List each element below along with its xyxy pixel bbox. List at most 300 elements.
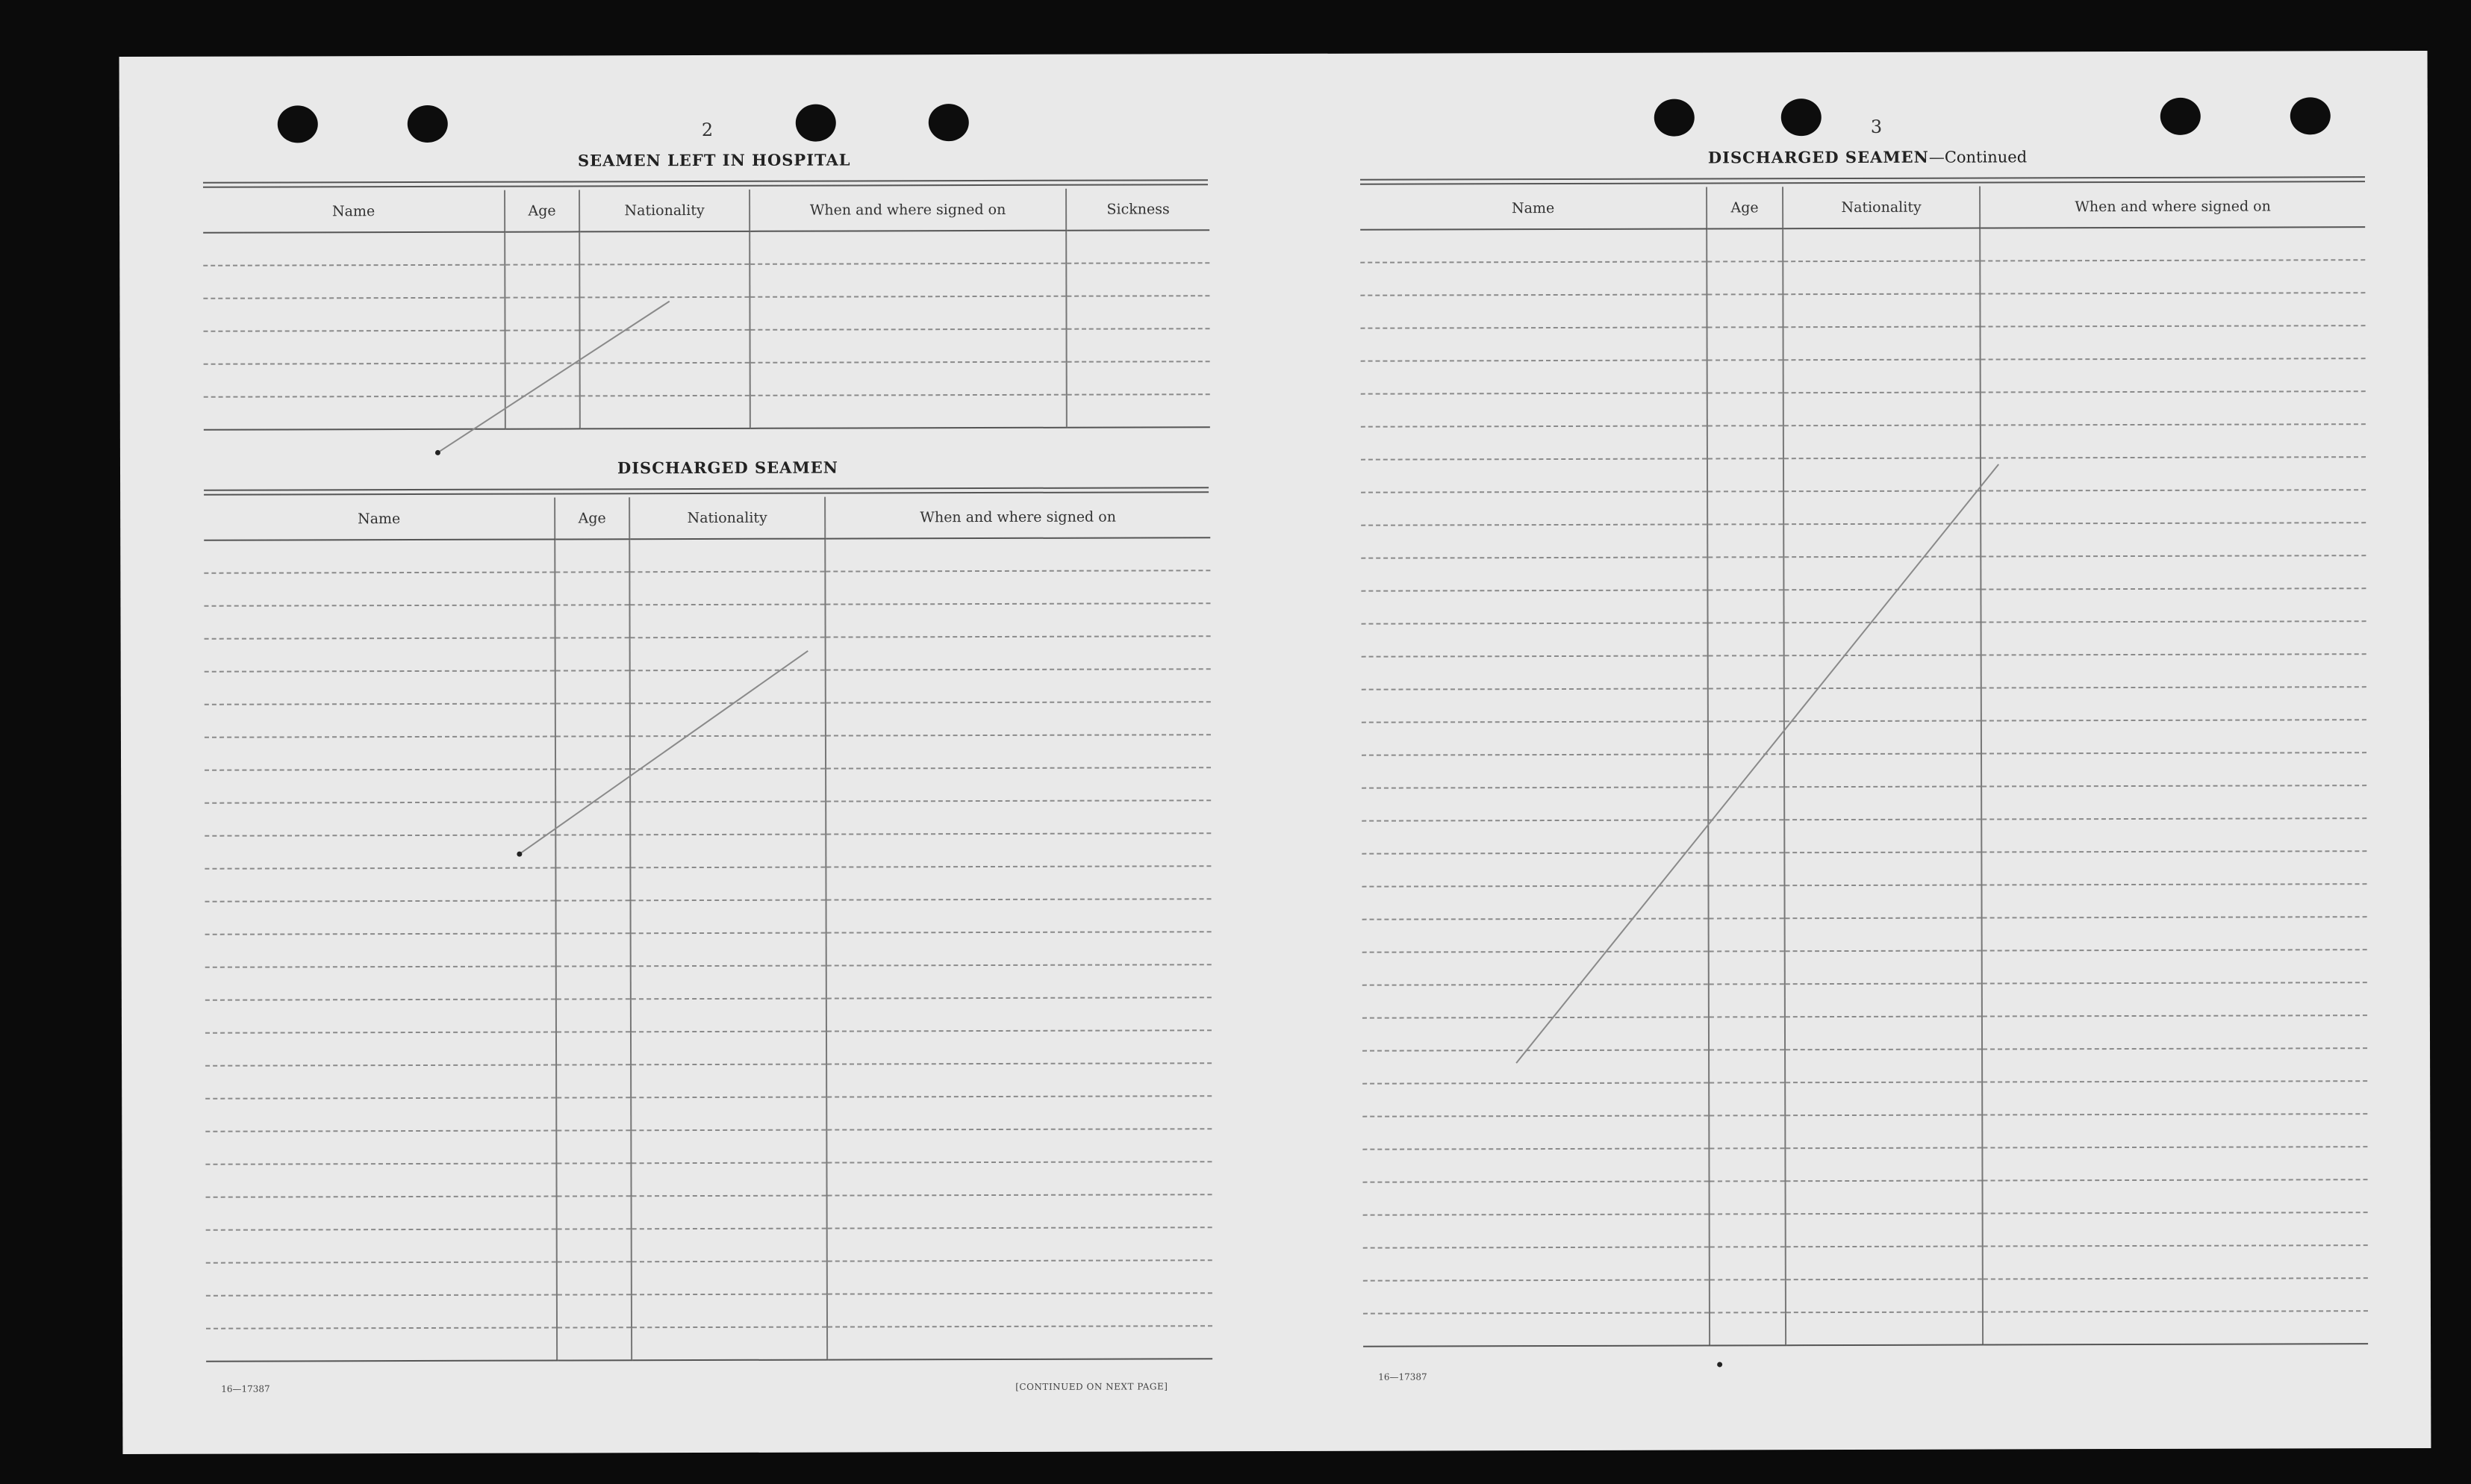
age-cell[interactable] xyxy=(1708,623,1784,655)
sickness-cell[interactable] xyxy=(1067,328,1210,362)
age-cell[interactable] xyxy=(556,933,631,966)
discharged-top-rule xyxy=(204,487,1209,496)
signed-on-cell[interactable] xyxy=(826,702,1211,735)
name-cell[interactable] xyxy=(1362,820,1708,853)
name-cell[interactable] xyxy=(206,1229,557,1263)
nationality-cell[interactable] xyxy=(630,637,826,671)
nationality-cell[interactable] xyxy=(631,1032,826,1065)
nationality-cell[interactable] xyxy=(580,363,750,396)
signed-on-cell[interactable] xyxy=(1982,1015,2367,1049)
signed-on-cell[interactable] xyxy=(826,899,1212,932)
table-row xyxy=(204,394,1210,430)
table-row xyxy=(205,1162,1212,1197)
age-cell[interactable] xyxy=(556,1097,631,1130)
name-cell[interactable] xyxy=(205,770,555,803)
sickness-cell[interactable] xyxy=(1066,263,1209,296)
nationality-cell[interactable] xyxy=(629,605,825,638)
name-cell[interactable] xyxy=(204,605,555,639)
age-cell[interactable] xyxy=(557,1327,632,1360)
nationality-cell[interactable] xyxy=(1784,655,1981,689)
signed-on-cell[interactable] xyxy=(1982,917,2367,950)
signed-on-cell[interactable] xyxy=(1982,950,2367,983)
nationality-cell[interactable] xyxy=(1786,1181,1983,1215)
name-cell[interactable] xyxy=(205,835,555,869)
age-cell[interactable] xyxy=(555,703,630,736)
signed-on-cell[interactable] xyxy=(1981,654,2366,688)
signed-on-cell[interactable] xyxy=(1982,1081,2367,1114)
signed-on-cell[interactable] xyxy=(1981,588,2366,622)
signed-on-cell[interactable] xyxy=(1981,621,2366,655)
signed-on-cell[interactable] xyxy=(1981,720,2366,753)
age-cell[interactable] xyxy=(505,231,579,264)
nationality-cell[interactable] xyxy=(631,933,826,967)
age-cell[interactable] xyxy=(555,736,630,769)
nationality-cell[interactable] xyxy=(1784,787,1981,820)
age-cell[interactable] xyxy=(1708,754,1784,787)
name-cell[interactable] xyxy=(204,364,505,397)
age-cell[interactable] xyxy=(505,330,580,363)
age-cell[interactable] xyxy=(557,1294,632,1327)
name-cell[interactable] xyxy=(203,232,505,266)
signed-on-cell[interactable] xyxy=(826,767,1211,801)
table-row xyxy=(205,1129,1212,1165)
name-cell[interactable] xyxy=(1363,1214,1710,1247)
nationality-cell[interactable] xyxy=(1784,820,1981,853)
signed-on-cell[interactable] xyxy=(750,362,1067,396)
nationality-cell[interactable] xyxy=(1786,1214,1983,1247)
sickness-cell[interactable] xyxy=(1066,230,1209,264)
nationality-cell[interactable] xyxy=(1783,393,1981,426)
age-cell[interactable] xyxy=(556,1130,631,1163)
name-cell[interactable] xyxy=(1362,721,1708,755)
age-cell[interactable] xyxy=(1708,655,1784,688)
name-cell[interactable] xyxy=(1361,425,1707,459)
table-row xyxy=(205,1063,1212,1099)
name-cell[interactable] xyxy=(1363,1247,1710,1280)
nationality-cell[interactable] xyxy=(1785,918,1982,952)
signed-on-cell[interactable] xyxy=(826,964,1212,998)
nationality-cell[interactable] xyxy=(630,769,826,802)
nationality-cell[interactable] xyxy=(1785,1115,1982,1149)
table-row xyxy=(1360,293,2365,328)
name-cell[interactable] xyxy=(1362,1082,1709,1116)
signed-on-cell[interactable] xyxy=(1983,1245,2368,1279)
name-cell[interactable] xyxy=(205,638,555,672)
age-cell[interactable] xyxy=(555,539,629,572)
punch-hole xyxy=(278,105,318,143)
age-cell[interactable] xyxy=(1707,557,1783,590)
table-row xyxy=(204,537,1210,573)
nationality-cell[interactable] xyxy=(630,835,826,868)
name-cell[interactable] xyxy=(1361,327,1707,361)
name-cell[interactable] xyxy=(206,1328,557,1362)
signed-on-cell[interactable] xyxy=(826,636,1211,670)
name-cell[interactable] xyxy=(1362,754,1708,788)
nationality-cell[interactable] xyxy=(1786,1279,1983,1313)
signed-on-cell[interactable] xyxy=(1981,555,2366,589)
signed-on-cell[interactable] xyxy=(1981,785,2366,819)
name-cell[interactable] xyxy=(205,737,555,770)
signed-on-cell[interactable] xyxy=(1981,490,2366,523)
column-header-age: Age xyxy=(505,190,579,231)
sickness-cell[interactable] xyxy=(1067,361,1210,395)
age-cell[interactable] xyxy=(1708,787,1784,820)
age-cell[interactable] xyxy=(557,1196,632,1229)
nationality-cell[interactable] xyxy=(1785,984,1982,1017)
nationality-cell[interactable] xyxy=(1783,458,1981,492)
name-cell[interactable] xyxy=(205,671,555,705)
signed-on-cell[interactable] xyxy=(1982,1048,2367,1082)
table-row xyxy=(1360,227,2365,263)
signed-on-cell[interactable] xyxy=(750,264,1066,297)
signed-on-cell[interactable] xyxy=(826,1030,1212,1064)
name-cell[interactable] xyxy=(206,1197,557,1230)
name-cell[interactable] xyxy=(1362,951,1709,985)
signed-on-cell[interactable] xyxy=(1983,1278,2368,1312)
nationality-cell[interactable] xyxy=(1784,623,1981,656)
age-cell[interactable] xyxy=(1709,984,1785,1017)
name-cell[interactable] xyxy=(204,573,555,606)
name-cell[interactable] xyxy=(1361,393,1707,426)
name-cell[interactable] xyxy=(205,1164,556,1197)
name-cell[interactable] xyxy=(1362,984,1709,1017)
signed-on-cell[interactable] xyxy=(1982,982,2367,1016)
age-cell[interactable] xyxy=(555,835,630,867)
name-cell[interactable] xyxy=(1362,1050,1709,1083)
name-cell[interactable] xyxy=(1362,1115,1709,1149)
table-row xyxy=(1362,1015,2367,1051)
nationality-cell[interactable] xyxy=(631,966,826,1000)
nationality-cell[interactable] xyxy=(1786,1247,1983,1280)
signed-on-cell[interactable] xyxy=(1981,424,2366,458)
age-cell[interactable] xyxy=(1707,294,1783,327)
signed-on-cell[interactable] xyxy=(1982,1147,2367,1180)
name-cell[interactable] xyxy=(1361,491,1707,525)
signed-on-cell[interactable] xyxy=(827,1260,1212,1294)
signed-on-cell[interactable] xyxy=(826,997,1212,1031)
name-cell[interactable] xyxy=(205,934,556,967)
nationality-cell[interactable] xyxy=(1783,294,1980,328)
age-cell[interactable] xyxy=(1709,1148,1785,1181)
nationality-cell[interactable] xyxy=(1785,1082,1982,1116)
name-cell[interactable] xyxy=(206,1262,557,1296)
nationality-cell[interactable] xyxy=(632,1262,827,1295)
nationality-cell[interactable] xyxy=(1783,425,1981,459)
name-cell[interactable] xyxy=(205,802,555,836)
nationality-cell[interactable] xyxy=(1784,721,1981,755)
nationality-cell[interactable] xyxy=(631,900,826,934)
table-row xyxy=(1362,1147,2367,1182)
table-row xyxy=(204,570,1210,606)
age-cell[interactable] xyxy=(1709,951,1785,984)
nationality-cell[interactable] xyxy=(579,264,750,298)
name-cell[interactable] xyxy=(203,265,505,299)
signed-on-cell[interactable] xyxy=(825,537,1210,571)
age-cell[interactable] xyxy=(1710,1312,1786,1345)
table-row xyxy=(203,230,1209,266)
nationality-cell[interactable] xyxy=(631,999,826,1032)
age-cell[interactable] xyxy=(555,637,630,670)
nationality-cell[interactable] xyxy=(632,1229,827,1262)
age-cell[interactable] xyxy=(1707,261,1783,294)
nationality-cell[interactable] xyxy=(631,1130,826,1164)
name-cell[interactable] xyxy=(205,868,555,902)
page-number-left: 2 xyxy=(701,119,714,141)
age-cell[interactable] xyxy=(555,572,629,605)
age-cell[interactable] xyxy=(1707,327,1783,360)
column-header-name: Name xyxy=(203,190,505,233)
name-cell[interactable] xyxy=(1362,623,1708,656)
table-row xyxy=(205,833,1211,869)
nationality-cell[interactable] xyxy=(631,1097,826,1131)
nationality-cell[interactable] xyxy=(630,670,826,704)
column-header-signed-on: When and where signed on xyxy=(825,496,1210,538)
age-cell[interactable] xyxy=(556,1163,631,1196)
table-row xyxy=(205,767,1211,803)
signed-on-cell[interactable] xyxy=(1983,1212,2368,1246)
age-cell[interactable] xyxy=(1708,688,1784,721)
signed-on-cell[interactable] xyxy=(826,735,1211,768)
signed-on-cell[interactable] xyxy=(826,1129,1212,1162)
signed-on-cell[interactable] xyxy=(1981,884,2366,917)
name-cell[interactable] xyxy=(1363,1279,1710,1313)
signed-on-cell[interactable] xyxy=(827,1293,1212,1326)
age-cell[interactable] xyxy=(555,769,630,802)
age-cell[interactable] xyxy=(505,363,580,396)
nationality-cell[interactable] xyxy=(580,330,750,364)
signed-on-cell[interactable] xyxy=(1981,752,2366,786)
hospital-table xyxy=(203,188,1210,431)
nationality-cell[interactable] xyxy=(1783,261,1980,295)
sickness-cell[interactable] xyxy=(1066,296,1209,329)
continued-note: [CONTINUED ON NEXT PAGE] xyxy=(1015,1381,1168,1392)
age-cell[interactable] xyxy=(1707,458,1783,491)
age-cell[interactable] xyxy=(1707,228,1783,261)
signed-on-cell[interactable] xyxy=(826,800,1211,834)
age-cell[interactable] xyxy=(1709,1017,1785,1050)
name-cell[interactable] xyxy=(205,1065,556,1099)
nationality-cell[interactable] xyxy=(631,1064,826,1098)
name-cell[interactable] xyxy=(205,1000,556,1033)
age-cell[interactable] xyxy=(505,264,579,297)
nationality-cell[interactable] xyxy=(1785,1148,1982,1182)
nationality-cell[interactable] xyxy=(1786,1312,1983,1346)
nationality-cell[interactable] xyxy=(1783,228,1980,262)
discharged-table-left xyxy=(204,496,1212,1362)
signed-on-cell[interactable] xyxy=(826,833,1211,867)
age-cell[interactable] xyxy=(1710,1181,1786,1214)
signed-on-cell[interactable] xyxy=(827,1227,1212,1261)
nationality-cell[interactable] xyxy=(1783,360,1981,393)
nationality-cell[interactable] xyxy=(631,1163,826,1197)
signed-on-cell[interactable] xyxy=(1981,391,2366,425)
signed-on-cell[interactable] xyxy=(826,932,1212,965)
nationality-cell[interactable] xyxy=(1784,852,1981,886)
signed-on-cell[interactable] xyxy=(1981,523,2366,556)
column-header-nationality: Nationality xyxy=(1783,187,1980,229)
age-cell[interactable] xyxy=(1707,590,1783,623)
nationality-cell[interactable] xyxy=(1783,557,1981,590)
signed-on-cell[interactable] xyxy=(826,669,1211,702)
name-cell[interactable] xyxy=(1361,524,1707,558)
nationality-cell[interactable] xyxy=(630,736,826,770)
nationality-cell[interactable] xyxy=(629,539,825,573)
name-cell[interactable] xyxy=(203,298,505,331)
pencil-dot xyxy=(435,450,440,455)
name-cell[interactable] xyxy=(1362,852,1708,886)
punch-hole xyxy=(2160,98,2201,135)
signed-on-cell[interactable] xyxy=(1980,227,2365,261)
name-cell[interactable] xyxy=(205,1131,556,1165)
nationality-cell[interactable] xyxy=(630,802,826,835)
age-cell[interactable] xyxy=(556,1032,631,1064)
nationality-cell[interactable] xyxy=(1783,491,1981,525)
age-cell[interactable] xyxy=(557,1262,632,1294)
table-row xyxy=(1363,1245,2368,1281)
nationality-cell[interactable] xyxy=(1784,885,1981,919)
name-cell[interactable] xyxy=(205,901,556,935)
signed-on-cell[interactable] xyxy=(1980,293,2365,326)
nationality-cell[interactable] xyxy=(632,1196,827,1229)
signed-on-cell[interactable] xyxy=(826,1162,1212,1195)
table-row xyxy=(1361,325,2366,361)
signed-on-cell[interactable] xyxy=(827,1326,1212,1359)
name-cell[interactable] xyxy=(1361,590,1707,623)
age-cell[interactable] xyxy=(1710,1214,1786,1247)
nationality-cell[interactable] xyxy=(1785,1017,1982,1050)
sickness-cell[interactable] xyxy=(1067,394,1210,428)
name-cell[interactable] xyxy=(1361,360,1707,393)
age-cell[interactable] xyxy=(555,802,630,835)
age-cell[interactable] xyxy=(1708,820,1784,852)
age-cell[interactable] xyxy=(1709,1082,1785,1115)
signed-on-cell[interactable] xyxy=(750,296,1066,330)
table-row xyxy=(1361,555,2366,591)
signed-on-cell[interactable] xyxy=(1981,325,2366,359)
signed-on-cell[interactable] xyxy=(1983,1311,2368,1344)
name-cell[interactable] xyxy=(1363,1181,1710,1215)
age-cell[interactable] xyxy=(1707,393,1783,425)
age-cell[interactable] xyxy=(1707,360,1783,393)
nationality-cell[interactable] xyxy=(580,396,750,429)
name-cell[interactable] xyxy=(204,331,505,364)
signed-on-cell[interactable] xyxy=(1981,358,2366,392)
signed-on-cell[interactable] xyxy=(1981,687,2366,720)
age-cell[interactable] xyxy=(555,867,630,900)
table-row xyxy=(205,964,1212,1000)
name-cell[interactable] xyxy=(205,967,556,1000)
name-cell[interactable] xyxy=(204,396,505,430)
age-cell[interactable] xyxy=(556,999,631,1032)
signed-on-cell[interactable] xyxy=(827,1194,1212,1228)
signed-on-cell[interactable] xyxy=(750,329,1067,363)
signed-on-cell[interactable] xyxy=(1980,260,2365,293)
signed-on-cell[interactable] xyxy=(825,570,1210,604)
nationality-cell[interactable] xyxy=(1784,754,1981,788)
age-cell[interactable] xyxy=(505,297,579,330)
nationality-cell[interactable] xyxy=(1783,327,1981,361)
column-header-age: Age xyxy=(555,497,629,539)
age-cell[interactable] xyxy=(1709,918,1785,951)
name-cell[interactable] xyxy=(1362,688,1708,722)
nationality-cell[interactable] xyxy=(579,297,750,331)
name-cell[interactable] xyxy=(1362,1017,1709,1050)
signed-on-cell[interactable] xyxy=(750,231,1066,264)
signed-on-cell[interactable] xyxy=(826,1096,1212,1129)
name-cell[interactable] xyxy=(1362,787,1708,820)
name-cell[interactable] xyxy=(1361,557,1707,590)
name-cell[interactable] xyxy=(205,1032,556,1066)
signed-on-cell[interactable] xyxy=(1981,851,2366,885)
age-cell[interactable] xyxy=(1710,1247,1786,1279)
table-row xyxy=(1362,1081,2367,1117)
age-cell[interactable] xyxy=(1708,885,1784,918)
nationality-cell[interactable] xyxy=(629,572,825,605)
table-row xyxy=(1361,490,2366,526)
signed-on-cell[interactable] xyxy=(1981,818,2366,852)
signed-on-cell[interactable] xyxy=(825,603,1210,637)
name-cell[interactable] xyxy=(1360,261,1707,295)
name-cell[interactable] xyxy=(1362,918,1709,952)
nationality-cell[interactable] xyxy=(579,231,750,265)
age-cell[interactable] xyxy=(1710,1279,1786,1312)
age-cell[interactable] xyxy=(556,1064,631,1097)
age-cell[interactable] xyxy=(1708,721,1784,754)
signed-on-cell[interactable] xyxy=(1981,457,2366,490)
age-cell[interactable] xyxy=(556,966,631,999)
table-row xyxy=(1361,523,2366,558)
age-cell[interactable] xyxy=(1708,852,1784,885)
age-cell[interactable] xyxy=(1709,1050,1785,1082)
nationality-cell[interactable] xyxy=(1785,951,1982,985)
punch-hole xyxy=(2290,97,2331,134)
name-cell[interactable] xyxy=(1362,885,1708,919)
name-cell[interactable] xyxy=(1360,294,1707,328)
signed-on-cell[interactable] xyxy=(1982,1114,2367,1147)
nationality-cell[interactable] xyxy=(632,1327,827,1361)
table-row xyxy=(205,735,1211,770)
signed-on-cell[interactable] xyxy=(826,866,1211,900)
signed-on-cell[interactable] xyxy=(750,395,1067,428)
age-cell[interactable] xyxy=(557,1229,632,1262)
nationality-cell[interactable] xyxy=(630,867,826,901)
nationality-cell[interactable] xyxy=(632,1294,827,1328)
age-cell[interactable] xyxy=(1707,425,1783,458)
age-cell[interactable] xyxy=(1709,1115,1785,1148)
age-cell[interactable] xyxy=(555,605,629,637)
age-cell[interactable] xyxy=(556,900,631,933)
age-cell[interactable] xyxy=(555,670,630,703)
name-cell[interactable] xyxy=(1362,1148,1709,1182)
name-cell[interactable] xyxy=(1363,1312,1710,1346)
name-cell[interactable] xyxy=(1360,228,1707,262)
name-cell[interactable] xyxy=(204,540,555,573)
name-cell[interactable] xyxy=(1362,655,1708,689)
name-cell[interactable] xyxy=(205,1098,556,1132)
age-cell[interactable] xyxy=(1707,524,1783,557)
nationality-cell[interactable] xyxy=(1785,1050,1982,1083)
name-cell[interactable] xyxy=(206,1295,557,1329)
signed-on-cell[interactable] xyxy=(1983,1179,2368,1213)
table-row xyxy=(206,1293,1212,1329)
age-cell[interactable] xyxy=(1707,491,1783,524)
name-cell[interactable] xyxy=(1361,458,1707,492)
nationality-cell[interactable] xyxy=(1783,524,1981,558)
name-cell[interactable] xyxy=(205,704,555,738)
signed-on-cell[interactable] xyxy=(826,1063,1212,1097)
discharged-table-right xyxy=(1360,185,2368,1347)
table-row xyxy=(204,361,1210,397)
